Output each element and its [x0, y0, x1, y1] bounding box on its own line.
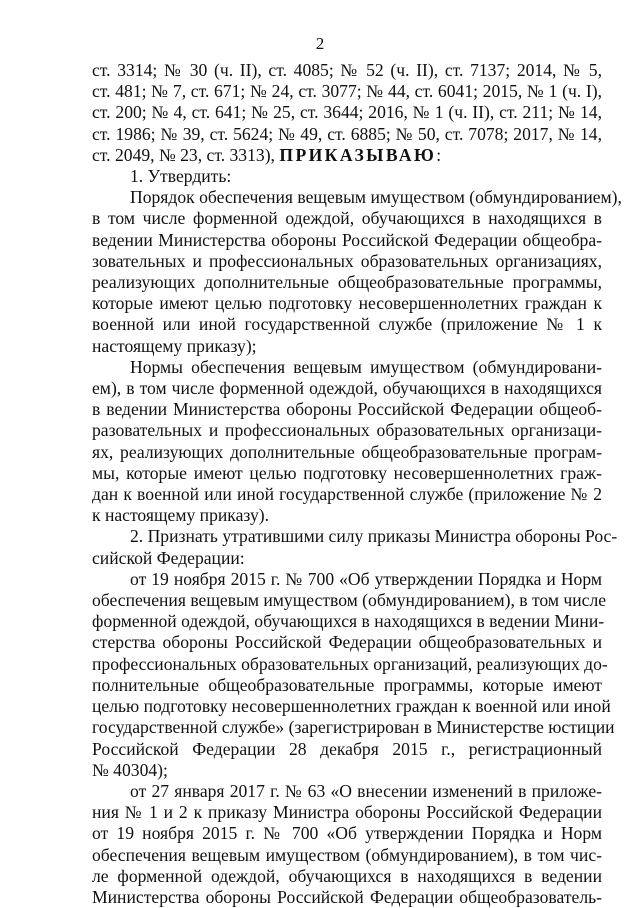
text-line: ст. 200; № 4, ст. 641; № 25, ст. 3644; 2016, № 1 (ч. II), ст. 211; № 14, [92, 102, 602, 123]
text-line: 2. Признать утратившими силу приказы Министра обороны Рос- [130, 526, 618, 547]
text-line: от 19 ноября 2015 г. № 700 «Об утверждении Порядка и Норм [130, 568, 602, 589]
text-line: профессиональных образовательных организаций, реализующих до- [92, 653, 608, 674]
text-line: ст. 1986; № 39, ст. 5624; № 49, ст. 6885; № 50, ст. 7078; 2017, № 14, [92, 123, 602, 144]
text-line: Порядок обеспечения вещевым имуществом (обмундированием), [130, 187, 622, 208]
text-line: Нормы обеспечения вещевым имуществом (обмундировани- [130, 356, 602, 377]
paragraph-legal-references [92, 60, 602, 166]
text-line: обеспечения вещевым имуществом (обмундированием), в том числе [92, 590, 607, 611]
text-line: реализующих дополнительные общеобразовательные программы, [92, 272, 602, 293]
paragraph-item-1 [92, 166, 602, 187]
page-number: 2 [315, 34, 325, 53]
order-word: ПРИКАЗЫВАЮ [279, 144, 437, 165]
text-line: форменной одеждой, обучающихся в находящихся в ведении Мини- [92, 611, 605, 632]
text-line: Министерства обороны Российской Федерации общеобразователь- [92, 886, 602, 907]
text-line: которые имеют целью подготовку несовершеннолетних граждан к [92, 293, 602, 314]
paragraph-item-2 [92, 526, 618, 568]
text-line: от 19 ноября 2015 г. № 700 «Об утверждении Порядка и Норм [92, 823, 602, 844]
text-line: в том числе форменной одеждой, обучающихся в находящихся в [92, 208, 602, 229]
document-body [92, 60, 622, 908]
text-line: ях, реализующих дополнительные общеобразовательные програм- [92, 441, 602, 462]
text-line: обеспечения вещевым имуществом (обмундированием), в том чис- [92, 844, 602, 865]
text-line: сийской Федерации: [92, 547, 245, 568]
paragraph-procedure [92, 187, 622, 357]
text-line: в ведении Министерства обороны Российской Федерации общеоб- [92, 399, 602, 420]
text-line: военной или иной государственной службе (приложение № 1 к [92, 314, 602, 335]
text-line: целью подготовку несовершеннолетних граждан к военной или иной [92, 696, 611, 717]
order-line-suffix: : [436, 144, 442, 165]
text-line: ле форменной одеждой, обучающихся в находящихся в ведении [92, 865, 602, 886]
text-line: ведении Министерства обороны Российской Федерации общеобра- [92, 229, 602, 250]
text-line: мы, которые имеют целью подготовку несовершеннолетних граж- [92, 462, 602, 483]
text-line-order [92, 145, 602, 166]
paragraph-norms [92, 357, 602, 527]
text-line: государственной службе» (зарегистрирован в Министерстве юстиции [92, 717, 615, 738]
text-line: ния № 1 и 2 к приказу Министра обороны Российской Федерации [92, 802, 602, 823]
text-line: полнительные общеобразовательные программы, которые имеют [92, 674, 602, 695]
text-line: разовательных и профессиональных образовательных организаци- [92, 420, 602, 441]
paragraph-order-700 [92, 568, 615, 781]
text-line: № 40304); [92, 759, 168, 780]
text-line: стерства обороны Российской Федерации общеобразовательных и [92, 632, 602, 653]
order-line-prefix: ст. 2049, № 23, ст. 3313), [92, 144, 280, 165]
text-line: ем), в том числе форменной одеждой, обучающихся в находящихся [92, 378, 602, 399]
text-line: ст. 3314; № 30 (ч. II), ст. 4085; № 52 (ч. II), ст. 7137; 2014, № 5, [92, 60, 602, 80]
text-line: Российской Федерации 28 декабря 2015 г., регистрационный [92, 738, 602, 759]
paragraph-order-63 [92, 781, 602, 908]
text-line: ст. 481; № 7, ст. 671; № 24, ст. 3077; № 44, ст. 6041; 2015, № 1 (ч. I), [92, 81, 602, 102]
text-line: от 27 января 2017 г. № 63 «О внесении изменений в приложе- [130, 780, 602, 801]
text-line: зовательных и профессиональных образовательных организациях, [92, 250, 602, 271]
text-line: 1. Утвердить: [130, 166, 232, 187]
text-line: настоящему приказу); [92, 335, 257, 356]
text-line: дан к военной или иной государственной службе (приложение № 2 [92, 484, 602, 505]
text-line: к настоящему приказу). [92, 505, 270, 526]
